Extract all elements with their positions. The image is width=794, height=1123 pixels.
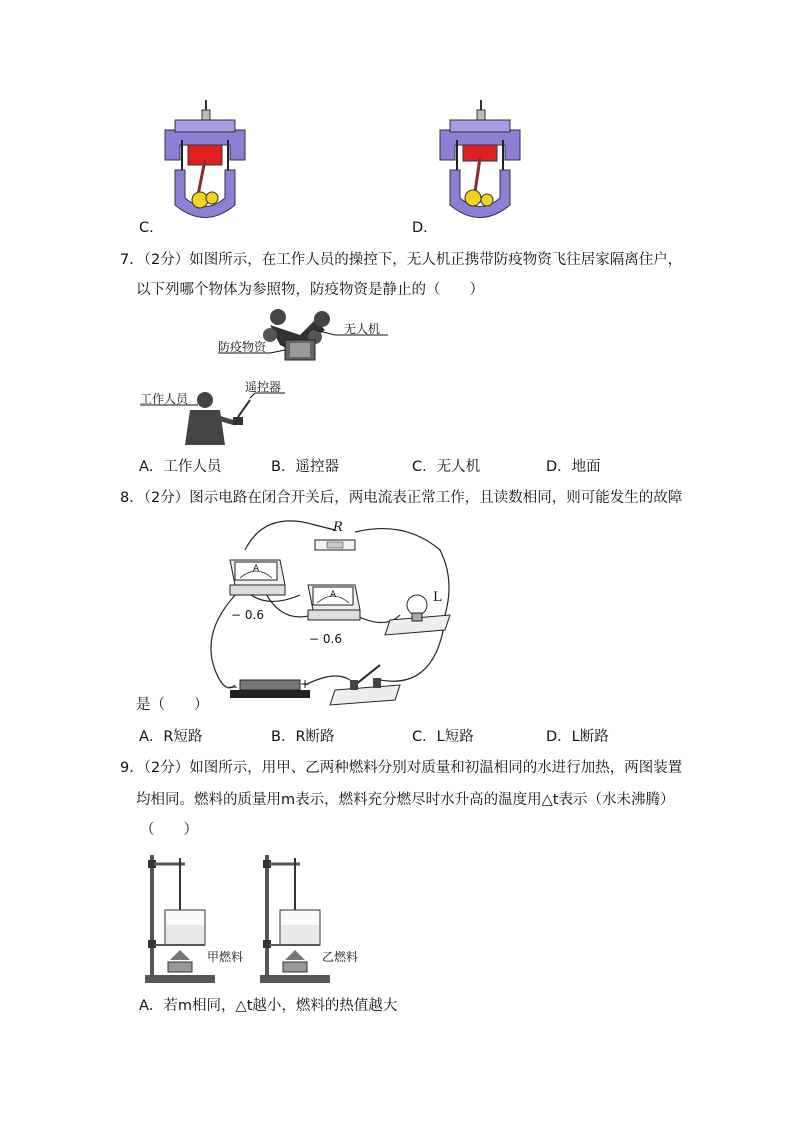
- supplies-box-icon: [285, 340, 315, 360]
- q8-option-a: A．R短路: [139, 729, 203, 745]
- worker-icon: [185, 392, 235, 445]
- q8-option-d: D．L断路: [546, 729, 609, 745]
- engine-figure-c: [160, 100, 250, 225]
- option-d-label: D.: [412, 220, 428, 236]
- q9-option-a: A．若m相同，△t越小，燃料的热值越大: [139, 998, 398, 1014]
- option-c-label: C.: [139, 220, 154, 236]
- q7-option-d: D．地面: [546, 459, 601, 475]
- remote-icon: [233, 400, 250, 425]
- q9-stem-line2: 均相同。燃料的质量用m表示，燃料充分燃尽时水升高的温度用△t表示（水未沸腾）: [136, 792, 675, 808]
- ammeter-1-label: A: [253, 564, 260, 574]
- ammeter-2-label: A: [330, 590, 337, 600]
- q7-option-b: B．遥控器: [271, 459, 339, 475]
- switch-icon: [330, 665, 400, 705]
- label-resistor-r: R: [333, 520, 343, 535]
- label-remote: 遥控器: [245, 380, 282, 394]
- ammeter-2-range: − 0.6: [309, 632, 342, 646]
- label-fuel-a: 甲燃料: [207, 950, 244, 964]
- label-fuel-b: 乙燃料: [322, 950, 359, 964]
- label-drone: 无人机: [344, 322, 381, 336]
- q7-option-c: C．无人机: [412, 459, 481, 475]
- battery-plus: +: [300, 677, 311, 691]
- resistor-icon: [315, 540, 355, 550]
- q9-stem-line1: 9．（2分）如图所示，用甲、乙两种燃料分别对质量和初温相同的水进行加热，两图装置: [120, 760, 683, 776]
- q8-option-c: C．L短路: [412, 729, 474, 745]
- ammeter-1-range: − 0.6: [231, 608, 264, 622]
- label-supplies: 防疫物资: [218, 340, 267, 354]
- q8-stem-line2: 是（ ）: [136, 697, 209, 713]
- battery-minus: −: [228, 680, 239, 694]
- label-lamp-l: L: [433, 590, 442, 605]
- battery-icon: [230, 680, 310, 698]
- q8-stem-line1: 8．（2分）图示电路在闭合开关后，两电流表正常工作，且读数相同，则可能发生的故障: [120, 490, 683, 506]
- label-worker: 工作人员: [140, 392, 189, 406]
- q8-option-b: B．R断路: [271, 729, 335, 745]
- engine-figure-d: [435, 100, 525, 225]
- q7-stem-line2: 以下列哪个物体为参照物，防疫物资是静止的（ ）: [136, 282, 484, 298]
- q7-stem-line1: 7．（2分）如图所示，在工作人员的操控下，无人机正携带防疫物资飞往居家隔离住户，: [120, 252, 683, 268]
- q7-option-a: A．工作人员: [139, 459, 222, 475]
- q9-stem-line3: （ ）: [140, 822, 198, 838]
